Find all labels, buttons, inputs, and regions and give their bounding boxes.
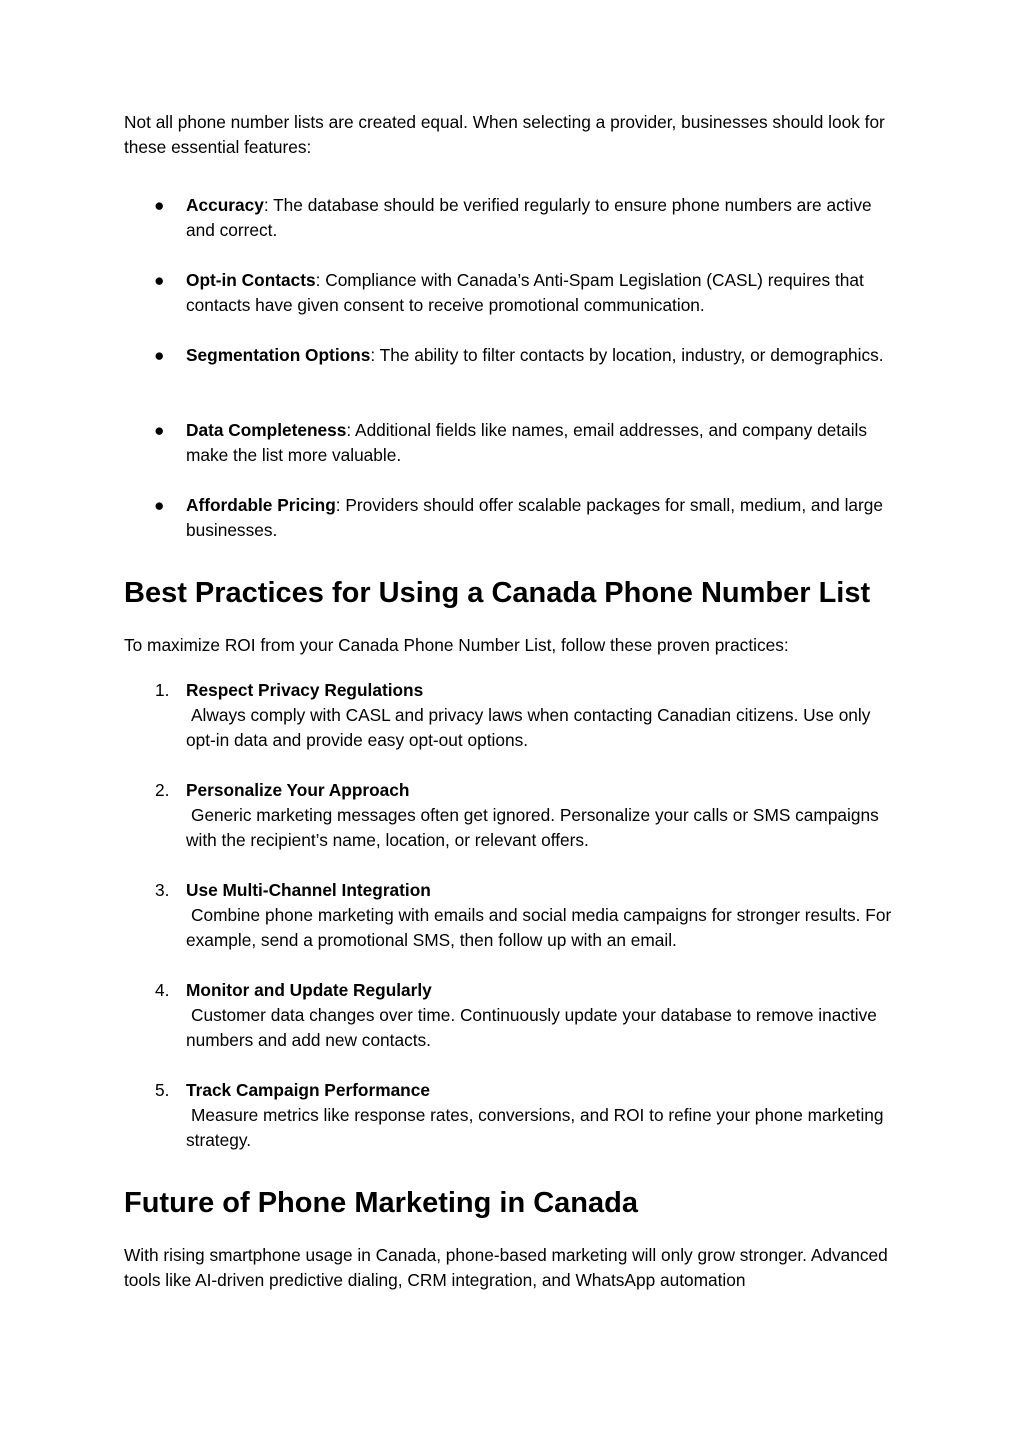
practice-title: Respect Privacy Regulations xyxy=(186,680,424,700)
bullet-icon: ● xyxy=(154,495,165,515)
feature-item xyxy=(124,268,904,318)
list-number: 1. xyxy=(155,680,170,700)
feature-item xyxy=(124,343,904,368)
practice-item xyxy=(124,978,904,1053)
list-number: 3. xyxy=(155,880,170,900)
feature-item xyxy=(124,418,904,468)
feature-item xyxy=(124,193,904,243)
practice-item xyxy=(124,1078,904,1153)
feature-text: : Providers should offer scalable packages for small, medium, and large businesses. xyxy=(186,495,883,540)
practice-item xyxy=(124,778,904,853)
list-number: 5. xyxy=(155,1080,170,1100)
feature-title: Accuracy xyxy=(186,195,264,215)
feature-title: Affordable Pricing xyxy=(186,495,336,515)
bullet-icon: ● xyxy=(154,270,165,290)
practice-title: Track Campaign Performance xyxy=(186,1080,430,1100)
practice-text: Generic marketing messages often get ignored. Personalize your calls or SMS campaigns with the recipient’s name, location, or relevant offers. xyxy=(186,805,879,850)
feature-text: : Additional fields like names, email addresses, and company details make the list more valuable. xyxy=(186,420,868,465)
feature-text: : The database should be verified regularly to ensure phone numbers are active and correct. xyxy=(186,195,872,240)
practice-title: Monitor and Update Regularly xyxy=(186,980,432,1000)
practice-text: Combine phone marketing with emails and social media campaigns for stronger results. For example, send a promotional SMS, then follow up with an email. xyxy=(186,905,892,950)
intro-paragraph: Not all phone number lists are created equal. When selecting a provider, businesses should look for these essential features: xyxy=(124,112,885,157)
practice-text: Measure metrics like response rates, conversions, and ROI to refine your phone marketing strategy. xyxy=(186,1105,884,1150)
practice-title: Personalize Your Approach xyxy=(186,780,410,800)
list-number: 2. xyxy=(155,780,170,800)
bullet-icon: ● xyxy=(154,420,165,440)
feature-text: : The ability to filter contacts by location, industry, or demographics. xyxy=(370,345,884,365)
section-heading-best-practices: Best Practices for Using a Canada Phone Number List xyxy=(124,577,871,609)
practices-intro: To maximize ROI from your Canada Phone Number List, follow these proven practices: xyxy=(124,635,789,655)
feature-text: : Compliance with Canada’s Anti-Spam Legislation (CASL) requires that contacts have given consent to receive promotional communication. xyxy=(186,270,864,315)
bullet-icon: ● xyxy=(154,345,165,365)
practice-title: Use Multi-Channel Integration xyxy=(186,880,431,900)
future-paragraph: With rising smartphone usage in Canada, phone-based marketing will only grow stronger. Advanced tools like AI-driven predictive dialing, CRM integration, and WhatsApp automation xyxy=(124,1245,888,1290)
feature-item xyxy=(124,493,904,543)
feature-title: Segmentation Options xyxy=(186,345,371,365)
practice-text: Always comply with CASL and privacy laws when contacting Canadian citizens. Use only opt-in data and provide easy opt-out options. xyxy=(186,705,871,750)
list-number: 4. xyxy=(155,980,170,1000)
practice-text: Customer data changes over time. Continuously update your database to remove inactive numbers and add new contacts. xyxy=(186,1005,877,1050)
feature-title: Opt-in Contacts xyxy=(186,270,316,290)
section-heading-future: Future of Phone Marketing in Canada xyxy=(124,1187,638,1219)
practice-item xyxy=(124,678,904,753)
bullet-icon: ● xyxy=(154,195,165,215)
practice-item xyxy=(124,878,904,953)
feature-title: Data Completeness xyxy=(186,420,347,440)
